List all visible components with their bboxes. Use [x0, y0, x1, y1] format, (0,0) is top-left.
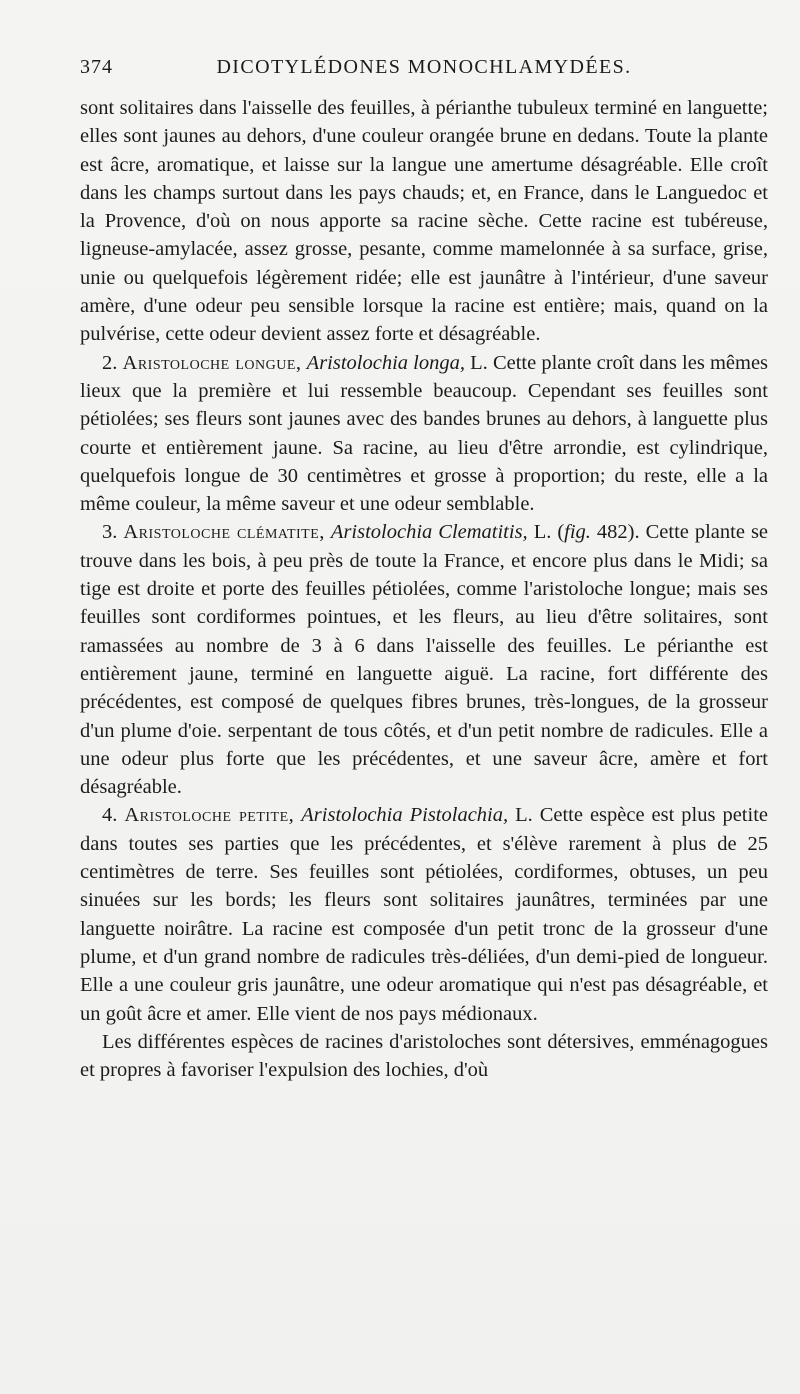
paragraph-continued [80, 94, 768, 349]
entry-number: 2. [102, 351, 118, 374]
paragraph-aristoloche-petite [80, 801, 768, 1027]
entry-number: 4. [102, 804, 118, 827]
entry-name: Aristoloche petite, [124, 804, 295, 827]
entry-name: Aristoloche longue, [122, 351, 302, 374]
paragraph-text: sont solitaires dans l'aisselle des feuilles, à périanthe tubuleux terminé en languette; elles sont jaunes au dehors, d'une couleur orangée brune en dedans. Toute la plante est âcre, aromatique, et laisse sur la langue une amertume désagréable. Elle croît dans les champs surtout dans les pays chauds; et, en France, dans le Languedoc et la Provence, d'où on nous apporte sa racine sèche. Cette racine est tubéreuse, ligneuse-amylacée, assez grosse, pesante, comme mamelonnée à sa surface, grise, unie ou quelquefois légèrement ridée; elle est jaunâtre à l'intérieur, d'une saveur amère, d'une odeur peu sensible lorsque la racine est entière; mais, quand on la pulvérise, cette odeur devient assez forte et désagréable. [80, 97, 768, 346]
running-title: DICOTYLÉDONES MONOCHLAMYDÉES. [216, 56, 632, 78]
paragraph-text: L. Cette espèce est plus petite dans toutes ses parties que les précédentes, et s'élève rarement à plus de 25 centimètres de terre. Ses feuilles sont pétiolées, cordiformes, obtuses, un peu sinuées sur les bords; les fleurs sont solitaires jaunâtres, terminées par une languette noirâtre. La racine est composée d'un petit tronc de la grosseur d'une plume, et d'un grand nombre de radicules très-déliées, d'un demi-pied de longueur. Elle a une couleur gris jaunâtre, une odeur aromatique qui n'est pas désagréable, et un goût âcre et amer. Elle vient de nos pays médionaux. [80, 804, 768, 1025]
entry-number: 3. [102, 521, 118, 544]
paragraph-aristoloche-clematite [80, 518, 768, 801]
entry-name: Aristoloche clématite, [123, 521, 325, 544]
page-header [80, 56, 768, 86]
paragraph-text: L. Cette plante croît dans les mêmes lieux que la première et lui ressemble beaucoup. Cependant ses feuilles sont pétiolées; ses fleurs sont jaunes avec des bandes brunes au dehors, à languette plus courte et entièrement jaune. Sa racine, au lieu d'être arrondie, est cylindrique, quelquefois longue de 30 centimètres et grosse à proportion; du reste, elle a la même couleur, la même saveur et une odeur semblable. [80, 351, 769, 516]
figure-prefix: L. ( [533, 521, 565, 544]
paragraph-proprietes [80, 1028, 768, 1085]
paragraph-aristoloche-longue [80, 349, 768, 519]
entry-latin: Aristolochia longa, [306, 351, 465, 374]
page-body [80, 94, 768, 1084]
page-number: 374 [80, 56, 113, 78]
paragraph-text: Les différentes espèces de racines d'aristoloches sont détersives, emménagogues et propres à favoriser l'expulsion des lochies, d'où [80, 1030, 768, 1082]
paragraph-text: 482). Cette plante se trouve dans les bois, à peu près de toute la France, et encore plus dans le Midi; sa tige est droite et porte des feuilles pétiolées, comme l'aristoloche longue; mais ses feuilles sont cordiformes pointues, et les fleurs, au lieu d'être solitaires, sont ramassées au nombre de 3 à 6 dans l'aisselle des feuilles. Le périanthe est entièrement jaune, terminé en languette aiguë. La racine, fort différente des précédentes, est composé de quelques fibres brunes, très-longues, de la grosseur d'un plume d'oie. serpentant de tous côtés, et d'un petit nombre de radicules. Elle a une odeur plus forte que les précédentes, et une saveur âcre, amère et fort désagréable. [80, 521, 769, 799]
figure-reference: fig. [564, 521, 591, 544]
entry-latin: Aristolochia Pistolachia, [301, 804, 509, 827]
entry-latin: Aristolochia Clematitis, [330, 521, 528, 544]
